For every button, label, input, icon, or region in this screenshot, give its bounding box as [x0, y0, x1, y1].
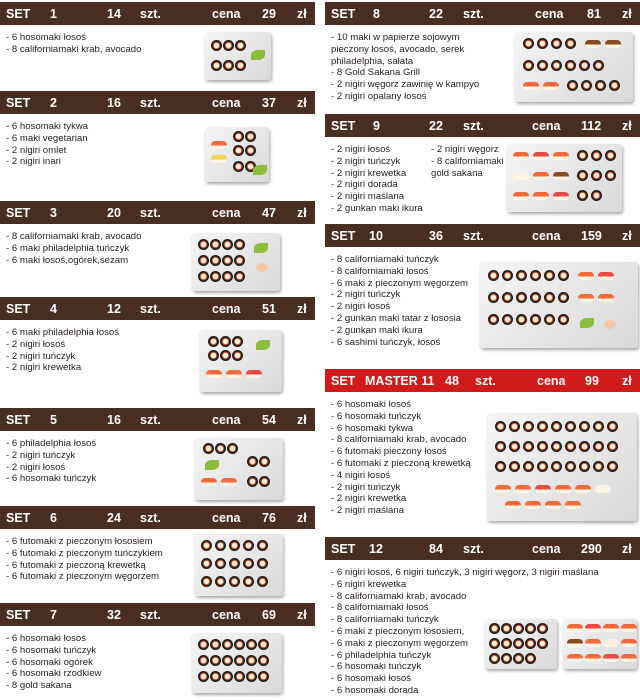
- list-item: - 6 nigiri łosoś, 6 nigiri tuńczyk, 3 nigiri węgorz, 3 nigiri maślana: [331, 567, 599, 579]
- currency-label: zł: [297, 413, 307, 427]
- list-item: - 6 hosomaki rzodkiew: [6, 668, 101, 680]
- list-item: - 6 hosomaki tykwa: [331, 423, 471, 435]
- piece-count: 16: [107, 96, 121, 110]
- piece-count: 48: [445, 374, 459, 388]
- unit-label: szt.: [140, 7, 161, 21]
- item-list: [331, 254, 468, 348]
- list-item: - 6 hosomaki tuńczyk: [331, 411, 471, 423]
- list-item: - 2 nigiri łosoś: [331, 144, 423, 156]
- currency-label: zł: [297, 608, 307, 622]
- set-number: 5: [50, 413, 57, 427]
- list-item: - 6 maki z pieczonym łososiem,: [331, 626, 599, 638]
- list-item: - 6 futomaki z pieczoną krewetką: [6, 560, 163, 572]
- sushi-photo-right: [563, 619, 637, 669]
- piece-count: 14: [107, 7, 121, 21]
- currency-label: zł: [622, 542, 632, 556]
- list-item: - 8 californiamaki krab, avocado: [6, 231, 141, 243]
- set-header: [325, 224, 640, 247]
- list-item: - 2 gunkan maki tatar z łososia: [331, 313, 468, 325]
- set-number: 1: [50, 7, 57, 21]
- list-item: - 6 hosomaki łosoś: [331, 673, 599, 685]
- item-list: [6, 633, 101, 692]
- set-header: [0, 506, 315, 529]
- item-list: [6, 536, 163, 583]
- currency-label: zł: [622, 374, 632, 388]
- list-item: - 6 hosomaki dorada: [331, 685, 599, 697]
- list-item: - 2 gunkan maki ikura: [331, 203, 423, 215]
- list-item: - 8 californiamaki tuńczyk: [331, 614, 599, 626]
- list-item: - 2 nigiri inari: [6, 156, 88, 168]
- currency-label: zł: [297, 511, 307, 525]
- piece-count: 12: [107, 302, 121, 316]
- sushi-photo: [205, 127, 269, 182]
- list-item: - 6 hosomaki łosoś: [6, 32, 141, 44]
- list-item: - 2 nigiri łosoś: [6, 339, 119, 351]
- price-label: cena: [532, 119, 561, 133]
- list-item: - 6 hosomaki ogórek: [6, 657, 101, 669]
- set-header: [325, 114, 640, 137]
- set-label: SET: [6, 7, 31, 21]
- list-item: - 8 Gold Sakana Grill: [331, 67, 481, 79]
- list-item: - 6 maki z pieczonym węgorzem: [331, 638, 599, 650]
- set-number: MASTER 11: [365, 374, 435, 388]
- list-item: - 2 nigiri omlet: [6, 145, 88, 157]
- set-label: SET: [6, 413, 31, 427]
- set-number: 12: [369, 542, 383, 556]
- sushi-photo: [205, 32, 271, 80]
- set-label: SET: [6, 206, 31, 220]
- piece-count: 84: [429, 542, 443, 556]
- set-header: [0, 408, 315, 431]
- set-8: [325, 2, 640, 110]
- sushi-photo: [507, 144, 622, 212]
- unit-label: szt.: [140, 96, 161, 110]
- item-list: [331, 32, 481, 103]
- list-item: - 2 nigiri krewetka: [331, 168, 423, 180]
- currency-label: zł: [297, 302, 307, 316]
- list-item: - 2 nigiri tuńczyk: [331, 482, 471, 494]
- set-number: 4: [50, 302, 57, 316]
- list-item: - 6 philadelphia tuńczyk: [331, 650, 599, 662]
- set-label: SET: [331, 542, 356, 556]
- unit-label: szt.: [463, 119, 484, 133]
- currency-label: zł: [622, 119, 632, 133]
- unit-label: szt.: [140, 608, 161, 622]
- set-master-11: [325, 369, 640, 529]
- list-item: - 8 californiamaki tuńczyk: [331, 254, 468, 266]
- list-item: - 2 nigiri opalany łosoś: [331, 91, 481, 103]
- set-7: [0, 603, 315, 700]
- price-label: cena: [212, 7, 241, 21]
- set-2: [0, 91, 315, 196]
- list-item: - 8 californiamaki łosoś: [331, 602, 599, 614]
- list-item: - 6 maki łosoś,ogórek,sezam: [6, 255, 141, 267]
- piece-count: 22: [429, 7, 443, 21]
- set-number: 10: [369, 229, 383, 243]
- piece-count: 22: [429, 119, 443, 133]
- set-header: [325, 537, 640, 560]
- list-item: - 2 nigiri krewetka: [331, 493, 471, 505]
- unit-label: szt.: [140, 413, 161, 427]
- price-label: cena: [212, 206, 241, 220]
- list-item: - 6 hosomaki tykwa: [6, 121, 88, 133]
- list-item: - 8 californiamaki krab, avocado: [331, 591, 599, 603]
- list-item: - 6 nigiri krewetka: [331, 579, 599, 591]
- set-number: 6: [50, 511, 57, 525]
- set-number: 2: [50, 96, 57, 110]
- list-item: - 2 nigiri łosoś: [6, 462, 96, 474]
- price-label: cena: [537, 374, 566, 388]
- list-item: - 2 nigiri dorada: [331, 179, 423, 191]
- price-value: 112: [581, 119, 602, 133]
- sushi-photo: [192, 633, 282, 693]
- set-label: SET: [331, 7, 356, 21]
- list-item: - 6 sashimi tuńczyk, łosoś: [331, 337, 468, 349]
- list-item: - 6 futomaki z pieczonym łososiem: [6, 536, 163, 548]
- list-item: - 6 philadelphia łosoś: [6, 438, 96, 450]
- sushi-photo: [200, 330, 282, 392]
- sushi-photo: [487, 413, 637, 521]
- price-value: 54: [262, 413, 276, 427]
- list-item: - 2 nigiri tuńczyk: [331, 156, 423, 168]
- list-item: - 2 nigiri tuńczyk: [6, 450, 96, 462]
- price-label: cena: [212, 302, 241, 316]
- list-item: - 6 hosomaki tuńczyk: [6, 645, 101, 657]
- set-10: [325, 224, 640, 364]
- piece-count: 24: [107, 511, 121, 525]
- piece-count: 20: [107, 206, 121, 220]
- set-12: [325, 537, 640, 700]
- list-item: - 2 nigiri maślana: [331, 191, 423, 203]
- price-value: 69: [262, 608, 276, 622]
- item-list: [6, 327, 119, 374]
- price-value: 47: [262, 206, 276, 220]
- set-header: [0, 603, 315, 626]
- list-item: - 6 maki vegetarian: [6, 133, 88, 145]
- sushi-photo: [515, 32, 633, 102]
- list-item: - 2 nigiri węgorz zawinię w kampyo: [331, 79, 481, 91]
- price-label: cena: [212, 413, 241, 427]
- list-item: - 6 maki z pieczonym węgorzem: [331, 278, 468, 290]
- piece-count: 16: [107, 413, 121, 427]
- list-item: - 2 nigiri łosoś: [331, 301, 468, 313]
- price-value: 99: [585, 374, 599, 388]
- list-item: - 2 nigiri krewetka: [6, 362, 119, 374]
- piece-count: 32: [107, 608, 121, 622]
- currency-label: zł: [297, 7, 307, 21]
- price-value: 76: [262, 511, 276, 525]
- unit-label: szt.: [140, 511, 161, 525]
- list-item: - 8 californiamaki krab, avocado: [331, 434, 471, 446]
- list-item: - 6 hosomaki łosoś: [6, 633, 101, 645]
- set-5: [0, 408, 315, 508]
- list-item: - 2 gunkan maki ikura: [331, 325, 468, 337]
- unit-label: szt.: [463, 7, 484, 21]
- set-header: [0, 297, 315, 320]
- item-list: [331, 399, 471, 517]
- currency-label: zł: [622, 7, 632, 21]
- list-item: - 8 californiamaki krab, avocado: [6, 44, 141, 56]
- list-item: - 6 futomaki z pieczoną krewetką: [331, 458, 471, 470]
- list-item: - 6 maki philadelphia łosoś: [6, 327, 119, 339]
- price-label: cena: [212, 511, 241, 525]
- item-list: [331, 567, 599, 697]
- price-value: 159: [581, 229, 602, 243]
- set-label: SET: [6, 608, 31, 622]
- set-number: 8: [373, 7, 380, 21]
- unit-label: szt.: [140, 302, 161, 316]
- item-list: [331, 144, 423, 215]
- price-label: cena: [535, 7, 564, 21]
- currency-label: zł: [622, 229, 632, 243]
- list-item: - 8 gold sakana: [6, 680, 101, 692]
- price-value: 51: [262, 302, 276, 316]
- set-number: 3: [50, 206, 57, 220]
- set-header: [325, 2, 640, 25]
- set-3: [0, 201, 315, 296]
- set-9: [325, 114, 640, 222]
- price-value: 37: [262, 96, 276, 110]
- price-label: cena: [532, 229, 561, 243]
- set-6: [0, 506, 315, 601]
- piece-count: 36: [429, 229, 443, 243]
- price-value: 81: [587, 7, 601, 21]
- item-list: [6, 438, 96, 485]
- item-list: [6, 231, 141, 266]
- sushi-photo: [192, 233, 280, 291]
- list-item: - 6 futomaki z pieczonym węgorzem: [6, 571, 163, 583]
- list-item: - 6 futomaki pieczony łosoś: [331, 446, 471, 458]
- left-column: [0, 0, 315, 700]
- price-label: cena: [212, 608, 241, 622]
- list-item: - 6 hosomaki tuńczyk: [331, 661, 599, 673]
- list-item: - 2 nigiri maślana: [331, 505, 471, 517]
- sushi-photo: [480, 262, 638, 348]
- set-number: 7: [50, 608, 57, 622]
- list-item: - 4 nigiri łosoś: [331, 470, 471, 482]
- list-item: - 2 nigiri węgorz: [431, 144, 505, 156]
- price-label: cena: [532, 542, 561, 556]
- set-header: [0, 91, 315, 114]
- set-label: SET: [6, 302, 31, 316]
- list-item: - 6 maki philadelphia tuńczyk: [6, 243, 141, 255]
- set-label: SET: [331, 374, 356, 388]
- set-1: [0, 2, 315, 97]
- set-label: SET: [6, 96, 31, 110]
- list-item: - 6 hosomaki łosoś: [331, 399, 471, 411]
- price-label: cena: [212, 96, 241, 110]
- item-list-second: [431, 144, 505, 179]
- unit-label: szt.: [475, 374, 496, 388]
- list-item: - 10 maki w papierze sojowym pieczony łosoś, avocado, serek philadelphia, sałata: [331, 32, 481, 67]
- unit-label: szt.: [463, 229, 484, 243]
- sushi-photo: [195, 438, 283, 500]
- set-label: SET: [6, 511, 31, 525]
- list-item: - 6 hosomaki tuńczyk: [6, 473, 96, 485]
- list-item: - 8 californiamaki łosoś: [331, 266, 468, 278]
- set-number: 9: [373, 119, 380, 133]
- set-label: SET: [331, 229, 356, 243]
- price-value: 29: [262, 7, 276, 21]
- unit-label: szt.: [463, 542, 484, 556]
- right-column: [325, 0, 640, 700]
- list-item: - 2 nigiri tuńczyk: [6, 351, 119, 363]
- list-item: - 8 californiamaki gold sakana: [431, 156, 505, 180]
- set-header: [325, 369, 640, 392]
- price-value: 290: [581, 542, 602, 556]
- item-list: [6, 121, 88, 168]
- currency-label: zł: [297, 96, 307, 110]
- list-item: - 6 futomaki z pieczonym tuńczykiem: [6, 548, 163, 560]
- sushi-photo-left: [485, 619, 557, 669]
- set-header: [0, 2, 315, 25]
- set-4: [0, 297, 315, 407]
- set-header: [0, 201, 315, 224]
- currency-label: zł: [297, 206, 307, 220]
- list-item: - 2 nigiri tuńczyk: [331, 289, 468, 301]
- item-list: [6, 32, 141, 56]
- sushi-photo: [195, 534, 283, 596]
- unit-label: szt.: [140, 206, 161, 220]
- set-label: SET: [331, 119, 356, 133]
